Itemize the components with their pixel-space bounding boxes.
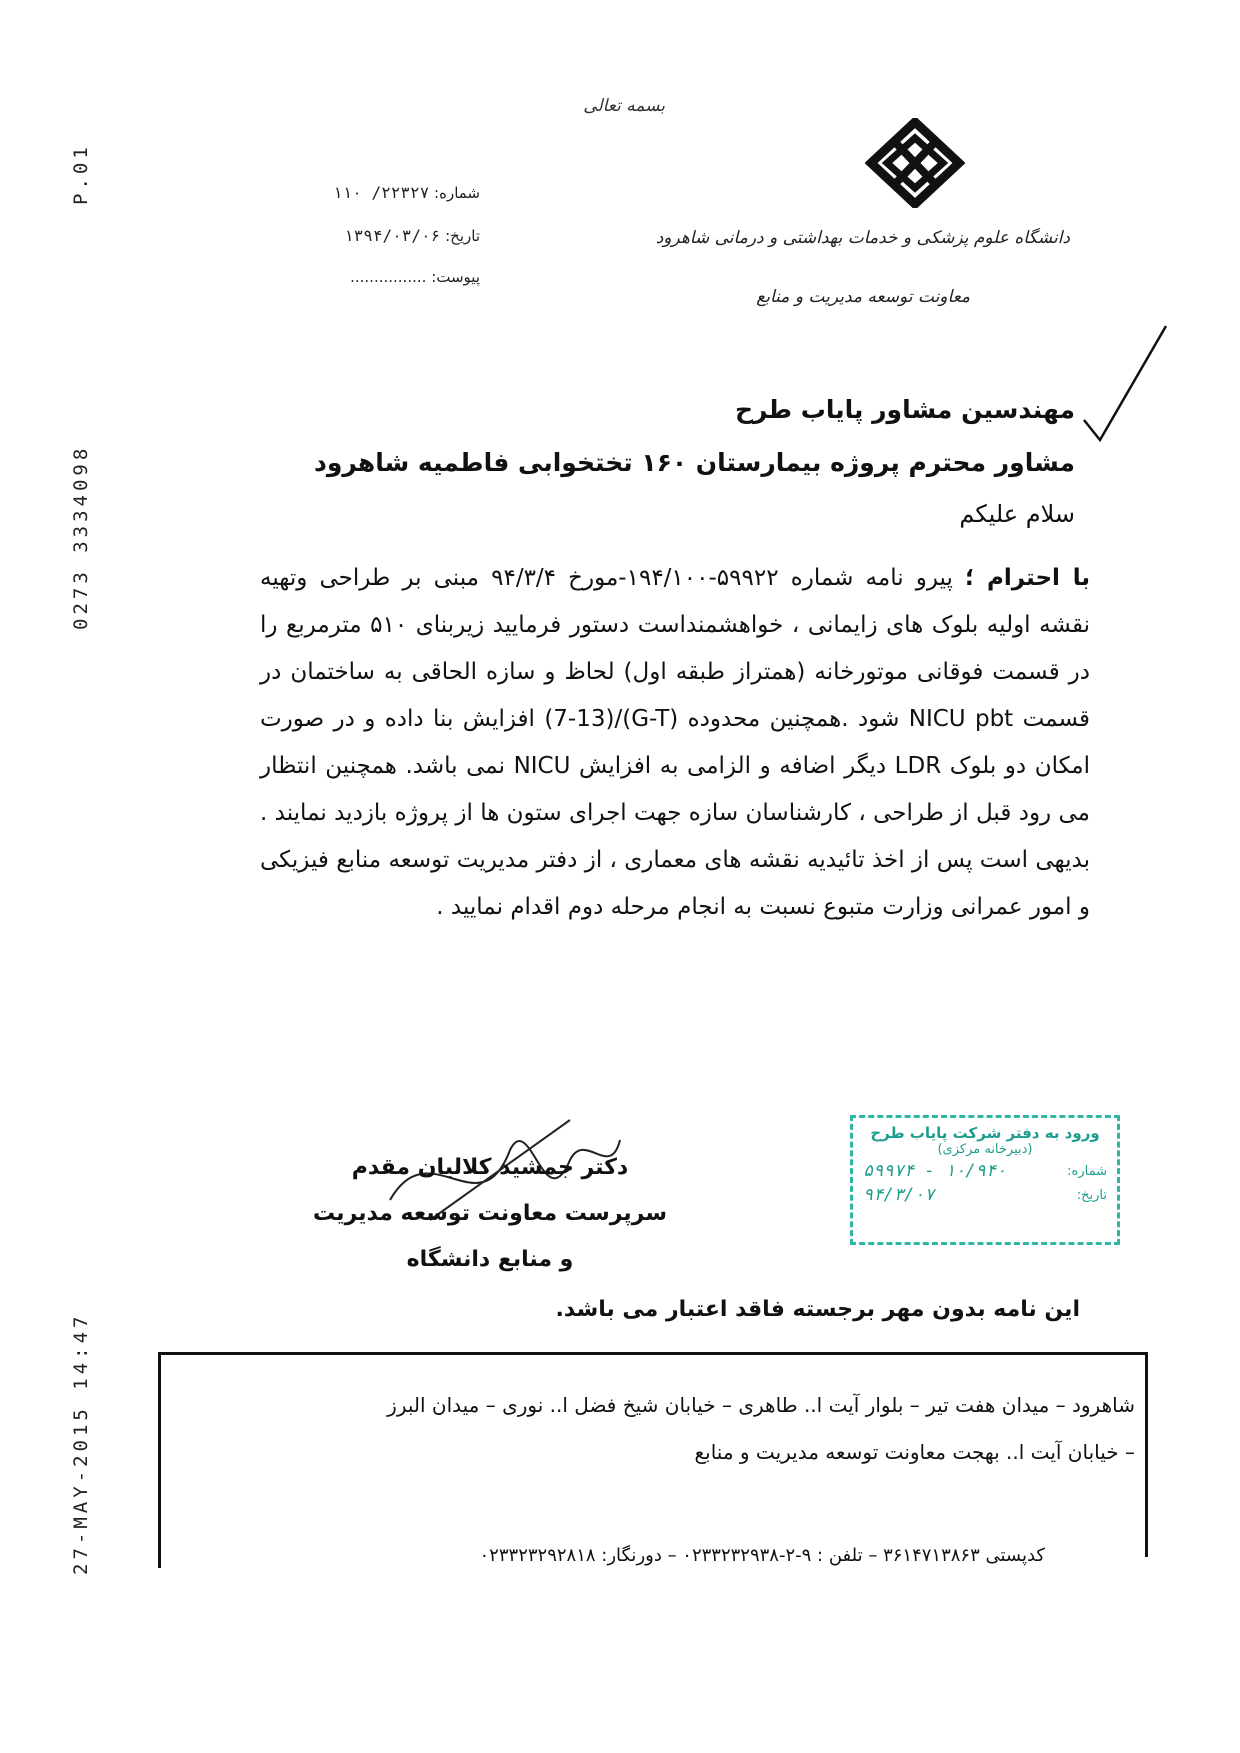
greeting: سلام علیکم [959, 500, 1075, 528]
university-logo-icon [865, 118, 965, 208]
signature-block [300, 1145, 680, 1283]
stamp-title: ورود به دفتر شرکت پایاب طرح [870, 1124, 1100, 1142]
recipient-company: مهندسین مشاور پایاب طرح [734, 395, 1075, 424]
letter-date-value: ۱۳۹۴/۰۳/۰۶ [343, 226, 441, 245]
body-text: پیرو نامه شماره ۵۹۹۲۲-۱۹۴/۱۰۰-مورخ ۹۴/۳/۴ مبنی بر طراحی وتهیه نقشه اولیه بلوک های زایمانی ، خواهشمنداست دستور فرمایید زیربنای ۵۱۰ مترمربع را در قسمت فوقانی موتورخانه (همتراز طبقه اول) لحاظ و سازه الحاقی به ساختمان در قسمت NICU pbt شود .همچنین محدوده (G-T)/(7-13) افزایش بنا داده و در صورت امکان دو بلوک LDR دیگر اضافه و الزامی به افزایش NICU نمی باشد. همچنین انتظار می رود قبل از طراحی ، کارشناسان سازه جهت اجرای ستون ها از پروژه بازدید نمایند . بدیهی است پس از اخذ تائیدیه نقشه های معماری ، از دفتر مدیریت توسعه منابع فیزیکی و امور عمرانی وزارت متبوع نسبت به انجام مرحله دوم اقدام نمایید . [260, 565, 1091, 920]
signatory-title: سرپرست معاونت توسعه مدیریت [313, 1201, 667, 1226]
bismillah-heading: بسمه تعالی [583, 96, 665, 116]
letter-number-label: شماره: [434, 184, 480, 202]
university-name: دانشگاه علوم پزشکی و خدمات بهداشتی و درمانی شاهرود [655, 228, 1070, 248]
letter-date-row [250, 226, 480, 245]
footer-address-line-1: شاهرود – میدان هفت تیر – بلوار آیت ا.. طاهری – خیابان شیخ فضل ا.. نوری – میدان البرز [387, 1393, 1135, 1417]
fax-datetime: 27-MAY-2015 14:47 [70, 1312, 92, 1575]
letter-number-value: ۲۲۳۲۷/ ۱۱۰ [332, 183, 430, 202]
deputy-name: معاونت توسعه مدیریت و منابع [756, 287, 970, 307]
body-lead: با احترام ؛ [965, 565, 1090, 591]
recipient-project: مشاور محترم پروژه بیمارستان ۱۶۰ تختخوابی فاطمیه شاهرود [313, 448, 1075, 477]
signatory-title-2: و منابع دانشگاه [406, 1247, 574, 1272]
stamp-date-value: ۹۴/۳/۰۷ [863, 1185, 935, 1205]
stamp-date-row [863, 1185, 1107, 1205]
stamp-number-row [863, 1161, 1107, 1181]
letter-attachment-row [250, 268, 480, 286]
stamp-number-value: ۱۰/۹۴۰ - ۵۹۹۷۴ [863, 1161, 1007, 1181]
letter-attachment-label: پیوست: [431, 268, 480, 286]
stamp-subtitle: (دبیرخانه مرکزی) [937, 1142, 1033, 1157]
fax-header-strip [64, 0, 134, 1753]
footer-contact: کدپستی ۳۶۱۴۷۱۳۸۶۳ – تلفن : ۹-۲-۰۲۳۳۲۳۲۹۳۸ – دورنگار: ۰۲۳۳۲۳۲۹۲۸۱۸ [479, 1545, 1045, 1566]
letter-attachment-value: ................ [350, 268, 427, 286]
letter-date-label: تاریخ: [445, 227, 480, 245]
letter-body [260, 555, 1090, 931]
validity-note: این نامه بدون مهر برجسته فاقد اعتبار می باشد. [555, 1297, 1080, 1322]
fax-phone-number: 0273 3334098 [70, 444, 92, 630]
checkmark-icon [1080, 322, 1170, 442]
stamp-date-label: تاریخ: [1076, 1187, 1107, 1203]
receipt-stamp [850, 1115, 1120, 1245]
fax-page-number: P.01 [70, 143, 92, 205]
letter-number-row [250, 183, 480, 202]
signatory-name: دکتر جمشید کلالیان مقدم [351, 1155, 629, 1180]
stamp-number-label: شماره: [1067, 1163, 1107, 1179]
footer-address-line-2: – خیابان آیت ا.. بهجت معاونت توسعه مدیریت و منابع [694, 1440, 1135, 1464]
